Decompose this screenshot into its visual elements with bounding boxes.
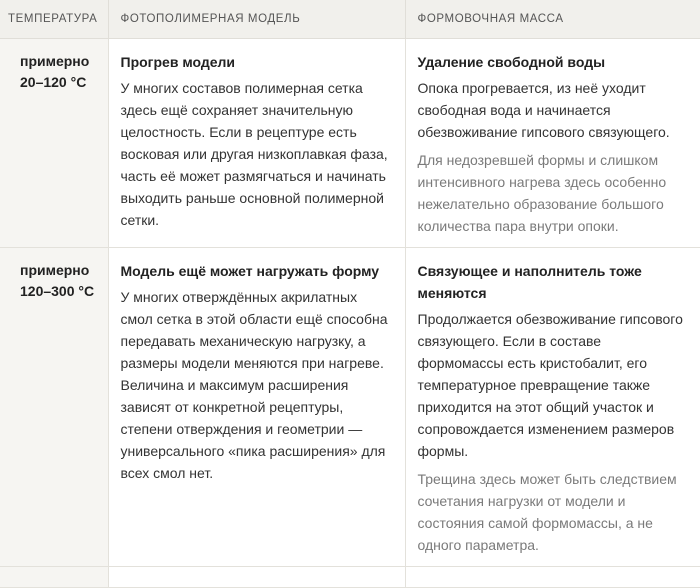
model-stage-title: Модель ещё может нагружать форму <box>120 263 380 279</box>
model-stage-text: У многих отверждённых акрилатных смол сетка в этой области ещё способна передавать механическую нагрузку, а размеры модели меняются при нагреве. Величина и максимум расширения зависят от конкретной рецептуры, степени отверждения и геометрии — универсального «пика расширения» для всех смол нет. <box>120 289 388 481</box>
mass-stage-text: Опока прогревается, из неё уходит свободная вода и начинается обезвоживание гипсового связующего. <box>417 80 670 140</box>
mass-stage-text: Продолжается обезвоживание гипсового связующего. Если в составе формомассы есть кристобалит, его температурное превращение также приходится на этот общий участок и сопровождается изменением размеров формы. <box>417 311 683 459</box>
temperature-cell <box>0 567 108 588</box>
model-stage-title: Прогрев модели <box>120 54 236 70</box>
temperature-cell <box>0 39 108 248</box>
temperature-cell <box>0 248 108 567</box>
model-cell <box>108 567 405 588</box>
header-investment-mass: ФОРМОВОЧНАЯ МАССА <box>405 0 700 39</box>
mass-cell <box>405 39 700 248</box>
mass-cell <box>405 248 700 567</box>
mass-stage-title: Связующее и наполнитель тоже меняются <box>417 263 642 301</box>
table-row <box>0 248 700 567</box>
mass-stage-title: Удаление свободной воды <box>417 54 606 70</box>
header-temperature: ТЕМПЕРАТУРА <box>0 0 108 39</box>
mass-stage-note: Для недозревшей формы и слишком интенсивного нагрева здесь особенно нежелательно образование большого количества пара внутри опоки. <box>417 152 667 234</box>
mass-cell <box>405 567 700 588</box>
temperature-range: примерно 20–120 °C <box>20 53 90 90</box>
model-cell <box>108 248 405 567</box>
temperature-range: примерно 120–300 °C <box>20 262 95 299</box>
table-header-row <box>0 0 700 39</box>
model-stage-text: У многих составов полимерная сетка здесь ещё сохраняет значительную целостность. Если в рецептуре есть восковая или другая низкоплавкая фаза, часть её может размягчаться и начинать выходить раньше основной полимерной сетки. <box>120 80 388 228</box>
table-row <box>0 39 700 248</box>
model-cell <box>108 39 405 248</box>
header-photopolymer-model: ФОТОПОЛИМЕРНАЯ МОДЕЛЬ <box>108 0 405 39</box>
mass-stage-note: Трещина здесь может быть следствием сочетания нагрузки от модели и состояния самой формомассы, а не одного параметра. <box>417 471 677 553</box>
table-row-partial <box>0 567 700 588</box>
